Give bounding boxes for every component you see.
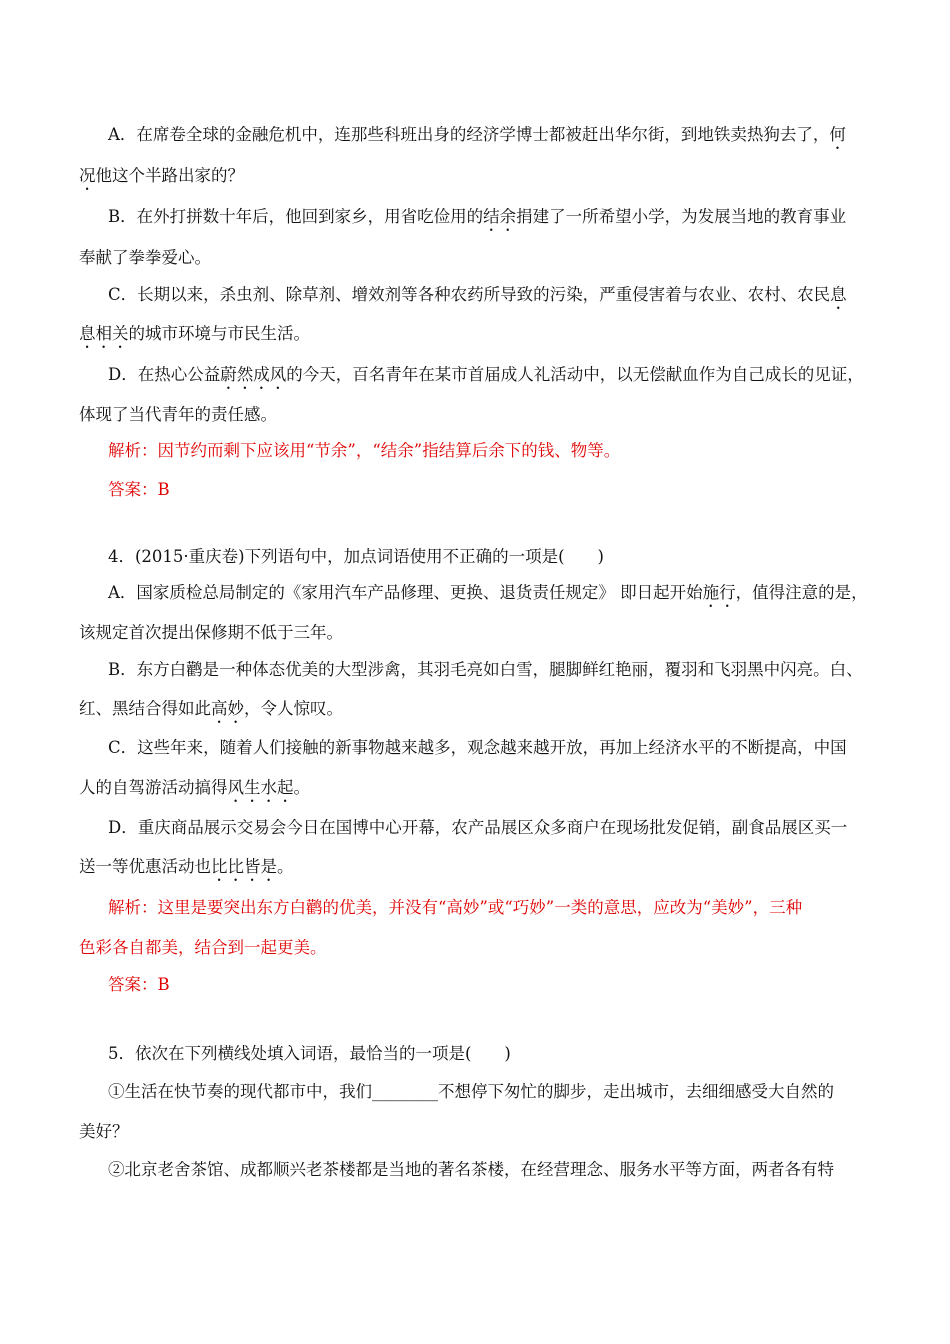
- q5-sentence2-line1: ②北京老舍茶馆、成都顺兴老茶楼都是当地的著名茶楼，在经营理念、服务水平等方面，两者各有特: [108, 1160, 834, 1179]
- q3-option-d-line2: 体现了当代青年的责任感。: [79, 405, 277, 424]
- q4-analysis-line2: 色彩各自都美，结合到一起更美。: [79, 938, 327, 957]
- emphasis-dots: 息: [830, 285, 847, 304]
- q3-analysis: 解析：因节约而剩下应该用“节余”，“结余”指结算后余下的钱、物等。: [108, 441, 621, 460]
- q4-stem: 4．(2015·重庆卷)下列语句中，加点词语使用不正确的一项是( ): [108, 547, 604, 566]
- q4-answer: 答案：B: [108, 975, 170, 994]
- q4-option-b-line1: B．东方白鹳是一种体态优美的大型涉禽，其羽毛亮如白雪，腿脚鲜红艳丽，覆羽和飞羽黑中闪亮。白、: [108, 660, 863, 679]
- q3-option-a-line2: 况他这个半路出家的？: [79, 166, 244, 185]
- q4-option-a-line1: A．国家质检总局制定的《家用汽车产品修理、更换、退货责任规定》 即日起开始施行，值得注意的是，: [108, 583, 868, 602]
- q5-sentence1-line2: 美好？: [79, 1122, 129, 1141]
- emphasis-dots: 蔚然成风: [220, 365, 287, 384]
- emphasis-dots: 结余: [483, 207, 517, 226]
- emphasis-dots: 息相关: [79, 324, 129, 343]
- emphasis-dots: 况: [79, 166, 96, 185]
- q5-sentence1-line1: ①生活在快节奏的现代都市中，我们________不想停下匆忙的脚步，走出城市，去细细感受大自然的: [108, 1082, 834, 1101]
- q3-answer: 答案：B: [108, 480, 170, 499]
- emphasis-dots: 施行: [702, 583, 736, 602]
- q4-option-d-line1: D．重庆商品展示交易会今日在国博中心开幕，农产品展区众多商户在现场批发促销，副食品展区买一: [108, 818, 848, 837]
- q4-option-c-line1: C．这些年来，随着人们接触的新事物越来越多，观念越来越开放，再加上经济水平的不断提高，中国: [108, 738, 847, 757]
- fill-blank: ________: [372, 1082, 438, 1101]
- q4-option-a-line2: 该规定首次提出保修期不低于三年。: [79, 623, 343, 642]
- q4-option-c-line2: 人的自驾游活动搞得风生水起。: [79, 778, 310, 797]
- emphasis-dots: 何: [829, 125, 846, 144]
- q3-option-c-line2: 息相关的城市环境与市民生活。: [79, 324, 310, 343]
- q4-option-d-line2: 送一等优惠活动也比比皆是。: [79, 857, 294, 876]
- q3-option-a-line1: A．在席卷全球的金融危机中，连那些科班出身的经济学博士都被赶出华尔街，到地铁卖热狗去了，何: [108, 125, 846, 144]
- q3-option-c-line1: C．长期以来，杀虫剂、除草剂、增效剂等各种农药所导致的污染，严重侵害着与农业、农村、农民息: [108, 285, 847, 304]
- q3-option-b-line2: 奉献了拳拳爱心。: [79, 248, 211, 267]
- q5-stem: 5．依次在下列横线处填入词语，最恰当的一项是( ): [108, 1044, 511, 1063]
- q4-analysis-line1: 解析：这里是要突出东方白鹳的优美，并没有“高妙”或“巧妙”一类的意思，应改为“美妙”，三种: [108, 898, 803, 917]
- emphasis-dots: 比比皆是: [211, 857, 277, 876]
- q3-option-d-line1: D．在热心公益蔚然成风的今天，百名青年在某市首届成人礼活动中，以无偿献血作为自己成长的见证，: [108, 365, 864, 384]
- emphasis-dots: 风生水起: [227, 778, 294, 797]
- q4-option-b-line2: 红、黑结合得如此高妙，令人惊叹。: [79, 699, 343, 718]
- q3-option-b-line1: B．在外打拼数十年后，他回到家乡，用省吃俭用的结余捐建了一所希望小学，为发展当地的教育事业: [108, 207, 847, 226]
- emphasis-dots: 高妙: [211, 699, 244, 718]
